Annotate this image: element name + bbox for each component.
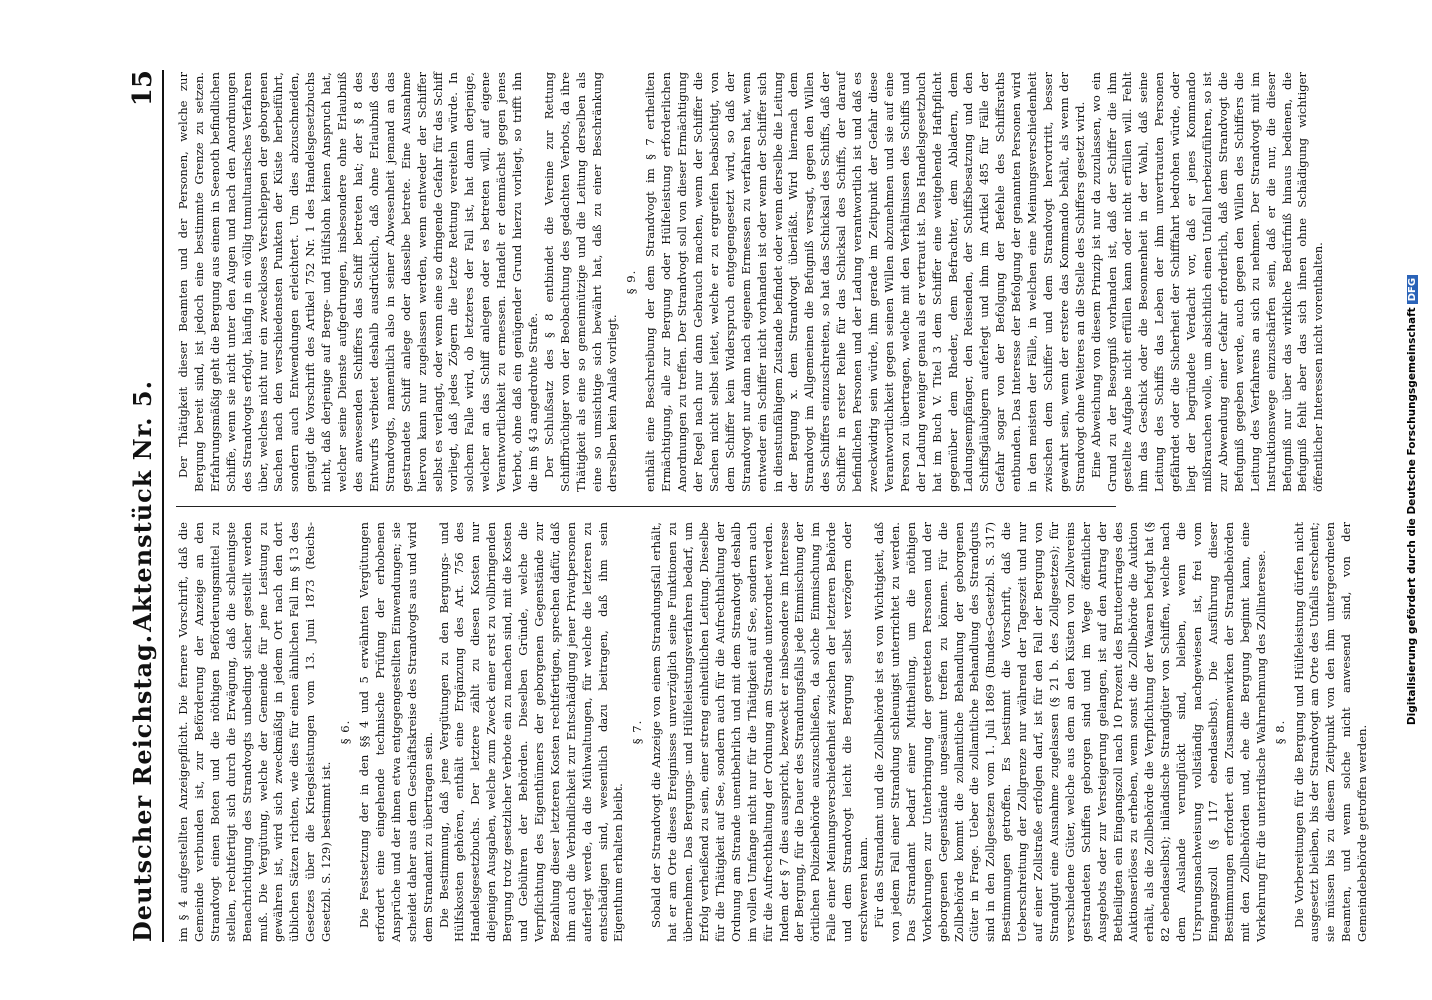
paragraph: Sobald der Strandvogt die Anzeige von einem Strandungsfall erhält, hat er am Orte dieses Ereignisses unverzüglich seine Funktionen zu übernehmen. Das Bergungs- und Hülfeleistungsverfahren bedarf, um Erfolg verheißend zu sein, einer streng einheitlichen Leitung. Dieselbe für die Thätigkeit auf See, sondern auch für die Aufrechthaltung der Ordnung am Strande unentbehrlich und mit dem Strandvogt deshalb im vollen Umfange nicht nur für die Thätigkeit auf See, sondern auch für die Aufrechthaltung der Ordnung am Strande unterordnet werden. Indem der § 7 dies ausspricht, bezweckt er insbesondere im Interesse der Bergung, für die Dauer des Strandungsfalls jede Einmischung der örtlichen Polizeibehörde auszuschließen, da solche Einmischung im Falle einer Meinungsverschiedenheit zwischen der letzteren Behörde und dem Strandvogt leicht die Bergung selbst verzögern oder erschweren kann. <box>649 522 871 942</box>
section-heading: § 8. <box>1272 719 1287 745</box>
section-heading: § 7. <box>630 719 645 745</box>
right-column <box>176 72 1327 492</box>
paragraph: Der Schlußsatz des § 8 entbindet die Vereine zur Rettung Schiffbrüchiger von der Beobachtung des gedachten Verbots, da ihre Thätigkeit als eine so gemeinnützige und die Leitung derselben als eine so umsichtige sich bewährt hat, daß zu einer Beschränkung derselben kein Anlaß vorliegt. <box>541 72 620 492</box>
page-number: 15 <box>128 70 158 107</box>
paragraph: Die Bestimmung, daß jene Vergütungen zu den Bergungs- und Hülfskosten gehören, enthält eine Ergänzung des Art. 756 des Handelsgesetzbuchs. Der letztere zählt zu diesen Kosten nur diejenigen Ausgaben, welche zum Zweck einer erst zu vollbringenden Bergung trotz gesetzlicher Verbote ein zu machen sind, mit die Kosten und Gebühren der Behörden. Dieselben Gründe, welche die Verpflichtung des Eigenthümers der geborgenen Gegenstände zur Bezahlung dieser letzteren Kosten rechtfertigen, sprechen dafür, daß ihm auch die Verbindlichkeit zur Entschädigung jener Privatpersonen auferlegt werde, da die Mühwaltungen, für welche die letzteren zu entschädigen sind, wesentlich dazu beitragen, daß ihm sein Eigenthum erhalten bleibt. <box>436 522 626 942</box>
header-document-number: Aktenstück Nr. 5. <box>128 380 157 632</box>
paragraph: im § 4 aufgestellten Anzeigepflicht. Die fernere Vorschrift, daß die Gemeinde verbunden ist, zur Beförderung der Anzeige an den Strandvogt einen Boten und die nöthigen Beförderungsmittel zu stellen, rechtfertigt sich durch die Erwägung, daß die schleunigste Benachrichtigung des Strandvogts unbedingt sicher gestellt werden muß. Die Vergütung, welche der Gemeinde für jene Leistung zu gewähren ist, wird sich zweckmäßig in jedem Ort nach den dort üblichen Sätzen richten, wie dies für einen ähnlichen Fall im § 13 des Gesetzes über die Kriegsleistungen vom 13. Juni 1873 (Reichs-Gesetzbl. S. 129) bestimmt ist. <box>176 522 334 942</box>
paragraph: Der Thätigkeit dieser Beamten und der Personen, welche zur Bergung bereit sind, ist jedoch eine bestimmte Grenze zu setzen. Erfahrungsmäßig geht die Bergung aus einem in Seenoth befindlichen Schiffe, wenn sie nicht unter den Augen und nach den Anordnungen des Strandvogts erfolgt, häufig in ein völlig tumultuarisches Verfahren über, welches nicht nur ein zweckloses Verschleppen der geborgenen Sachen nach den verschiedensten Punkten der Küste herbeiführt, sondern auch Entwendungen erleichtert. Um dies abzuschneiden, genügt die Vorschrift des Artikel 752 Nr. 1 des Handelsgesetzbuchs nicht, daß derjenige auf Berge- und Hülfslohn keinen Anspruch hat, welcher seine Dienste aufgedrungen, insbesondere ohne Erlaubniß des anwesenden Schiffers das Schiff betreten hat; der § 8 des Entwurfs verbietet deshalb ausdrücklich, daß ohne Erlaubniß des Strandvogts, namentlich also in seiner Abwesenheit jemand an das gestrandete Schiff anlege oder dasselbe betrete. Eine Ausnahme hiervon kann nur zugelassen werden, wenn entweder der Schiffer selbst es verlangt, oder wenn eine so dringende Gefahr für das Schiff vorliegt, daß jedes Zögern die letzte Rettung vereiteln würde. In solchem Falle wird, ob letzteres der Fall ist, hat dann derjenige, welcher an das Schiff anlegen oder es betreten will, auf eigene Verantwortlichkeit zu ermessen. Handelt er demnächst gegen jenes Verbot, ohne daß ein genügender Grund hierzu vorliegt, so trifft ihn die im § 43 angedrohte Strafe. <box>176 72 540 492</box>
left-column <box>176 522 1371 942</box>
rotated-page <box>66 30 1370 970</box>
column-divider <box>176 506 1116 507</box>
section-heading: § 9. <box>624 269 639 295</box>
digitization-note <box>1406 120 1420 880</box>
header-rule <box>162 70 164 942</box>
paragraph: Die Vorbereitungen für die Bergung und Hülfeleistung dürfen nicht ausgesetzt bleiben, bis der Strandvogt am Orte des Unfalls erscheint; sie müssen bis zu diesem Zeitpunkt von den ihm untergeordneten Beamten, und wenn solche nicht anwesend sind, von der Gemeindebehörde getroffen werden. <box>1291 522 1370 942</box>
paragraph: Eine Abweichung von diesem Prinzip ist nur da zuzulassen, wo ein Grund zu der Besorgniß vorhanden ist, daß der Schiffer die ihm gestellte Aufgabe nicht erfüllen kann oder nicht erfüllen will. Fehlt ihm das Geschick oder die Besonnenheit in der Wahl, daß seine Leitung des Schiffs das Leben der ihm unvertrauten Personen gefährdet oder die Sicherheit der Schifffahrt bedrohen würde, oder liegt der begründete Verdacht vor, daß er jenes Kommando mißbrauchen wolle, um absichtlich einen Unfall herbeizuführen, so ist zur Abwendung einer Gefahr erforderlich, daß dem Strandvogt die Befugniß gegeben werde, auch gegen den Willen des Schiffers die Leitung des Verfahrens an sich zu nehmen. Der Strandvogt mit im Instruktionswege einzuschärfen sein, daß er die nur, die dieser Befugniß nur über das wirkliche Bedürfniß hinaus bedienen, die Befugniß fehlt aber das sich ihnen ohne Schädigung wichtiger öffentlicher Interessen nicht vorenthalten. <box>1088 72 1326 492</box>
paragraph: Für das Strandamt und die Zollbehörde ist es von Wichtigkeit, daß von jedem Fall einer Strandung schleunigst unterrichtet zu werden. Das Strandamt bedarf einer Mittheilung, um die nöthigen Vorkehrungen zur Unterbringung der geretteten Personen und der geborgenen Gegenstände ungesäumt treffen zu können. Für die Zollbehörde kommt die zollamtliche Behandlung der geborgenen Güter in Frage. Ueber die zollamtliche Behandlung des Strandguts sind in den Zollgesetzen vom 1. Juli 1869 (Bundes-Gesetzbl. S. 317) Bestimmungen getroffen. Es bestimmt die Vorschrift, daß die Ueberschreitung der Zollgrenze nur während der Tageszeit und nur auf einer Zollstraße erfolgen darf, ist für den Fall der Bergung von Strandgut eine Ausnahme zugelassen (§ 21 b. des Zollgesetzes); für verschiedene Güter, welche aus dem an den Küsten von Zollvereins gestrandeten Schiffen geborgen sind und im Wege öffentlicher Ausgebots oder zur Versteigerung gelangen, ist auf den Antrag der Betheiligten ein Eingangszoll nach 10 Prozent des Bruttoertrages des Auktionserlöses zu erheben, wenn sonst die Zollbehörde die Auktion erhält, als die Zollbehörde die Verpflichtung der Waaren befugt hat (§ 82 ebendaselbst); inländische Strandgüter von Schiffen, welche nach dem Auslande verunglückt sind, bleiben, wenn die Ursprungsnachweisung vollständig nachgewiesen ist, frei vom Eingangszoll (§ 117 ebendaselbst). Die Ausführung dieser Bestimmungen erfordert ein Zusammenwirken der Strandbehörden mit den Zollbehörden und, ehe die Bergung beginnt kann, eine Vorkehrung für die unterirdische Wahrnehmung des Zollinteresse. <box>871 522 1268 942</box>
page-header <box>128 70 158 942</box>
digitization-text: Digitalisierung gefördert durch die Deutsche Forschungsgemeinschaft <box>1406 307 1418 726</box>
paragraph: enthält eine Beschreibung der dem Strandvogt im § 7 ertheilten Ermächtigung, alle zur Bergung oder Hülfeleistung erforderlichen Anordnungen zu treffen. Der Strandvogt soll von dieser Ermächtigung der Regel nach nur dann Gebrauch machen, wenn der Schiffer die Sachen nicht selbst leitet, welche er zu ergreifen beabsichtigt, von dem Schiffer kein Widerspruch entgegengesetzt wird, so daß der Strandvogt nur dann nach eigenem Ermessen zu verfahren hat, wenn entweder ein Schiffer nicht vorhanden ist oder wenn der Schiffer sich in dienstunfähigem Zustande befindet oder wenn derselbe die Leitung der Bergung x. dem Strandvogt überläßt. Wird hiernach dem Strandvogt im Allgemeinen die Befugniß versagt, gegen den Willen des Schiffers einzuschreiten, so hat das Schicksal des Schiffs, daß der Schiffer in erster Reihe für das Schicksal des Schiffs, der darauf befindlichen Personen und der Ladung verantwortlich ist und daß es zweckwidrig sein würde, ihm gerade im Zeitpunkt der Gefahr diese Verantwortlichkeit gegen seinen Willen abzunehmen und sie auf eine Person zu übertragen, welche mit den Verhältnissen des Schiffs und der Ladung weniger genau als er vertraut ist. Das Handelsgesetzbuch hat im Buch V. Titel 3 dem Schiffer eine weitgehende Haftpflicht gegenüber dem Rheder, dem Befrachter, dem Abladern, dem Ladungsempfänger, den Reisenden, der Schiffsbesatzung und den Schiffsgläubigern auferlegt und ihm im Artikel 485 für Fälle der Gefahr sogar von der Befolgung der Befehle des Schiffsraths entbunden. Das Interesse der Befolgung der genannten Personen wird in den meisten der Fälle, in welchen eine Meinungsverschiedenheit zwischen dem Schiffer und dem Strandvogt hervortritt, besser gewahrt sein, wenn der erstere das Kommando behält, als wenn der Strandvogt ohne Weiteres an die Stelle des Schiffers gesetzt wird. <box>643 72 1087 492</box>
header-title: Deutscher Reichstag. <box>128 633 157 942</box>
paragraph: Die Festsetzung der in den §§ 4 und 5 erwähnten Vergütungen erfordert eine eingehende technische Prüfung der erhobenen Ansprüche und der ihnen etwa entgegengestellten Einwendungen; sie scheidet daher aus dem Geschäftskreise des Strandvogts aus und wird dem Strandamt zu übertragen sein. <box>356 522 435 942</box>
section-heading: § 6. <box>338 719 353 745</box>
dfg-logo: DFG <box>1407 275 1418 304</box>
